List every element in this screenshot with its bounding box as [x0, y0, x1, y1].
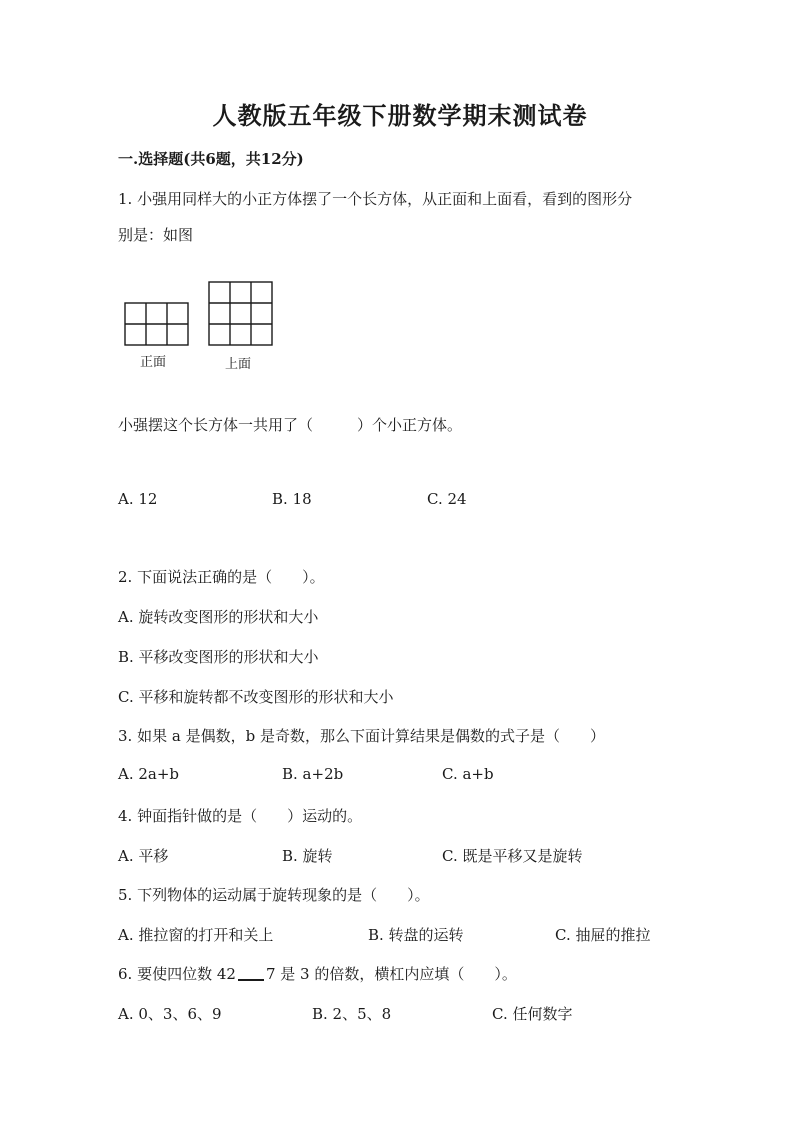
q5-option-b[interactable]: B. 转盘的运转 — [368, 926, 464, 944]
question-6-number: 6. — [118, 965, 133, 983]
section-heading: 一.选择题(共6题，共12分) — [118, 150, 304, 168]
q4-option-c[interactable]: C. 既是平移又是旋转 — [442, 847, 583, 865]
q1-option-c[interactable]: C. 24 — [427, 490, 467, 508]
q1-option-b[interactable]: B. 18 — [272, 490, 312, 508]
q3-option-a[interactable]: A. 2a+b — [118, 765, 180, 783]
q3-option-b[interactable]: B. a+2b — [282, 765, 344, 783]
question-5-text: 5. 下列物体的运动属于旋转现象的是（ ）。 — [118, 886, 430, 904]
page-title: 人教版五年级下册数学期末测试卷 — [212, 101, 588, 130]
q6-option-b[interactable]: B. 2、5、8 — [312, 1005, 392, 1023]
question-2-text: 2. 下面说法正确的是（ ）。 — [118, 568, 325, 586]
question-1-text — [118, 188, 632, 209]
cube-views-diagram — [118, 276, 288, 386]
question-2-number: 2. — [118, 568, 133, 586]
q6-option-c[interactable]: C. 任何数字 — [492, 1005, 573, 1023]
q5-option-c[interactable]: C. 抽屉的推拉 — [555, 926, 651, 944]
question-4-number: 4. — [118, 807, 133, 825]
question-3-number: 3. — [118, 727, 133, 745]
digit-blank — [238, 965, 264, 981]
question-3-text: 3. 如果 a 是偶数，b 是奇数，那么下面计算结果是偶数的式子是（ ） — [118, 727, 605, 745]
question-6-text: 6. 要使四位数 42 7 是 3 的倍数，横杠内应填（ ）。 — [118, 965, 517, 983]
question-1-line2: 别是：如图 — [118, 226, 194, 244]
question-1-figure — [118, 276, 288, 386]
q5-option-a[interactable]: A. 推拉窗的打开和关上 — [118, 926, 274, 944]
q4-option-a[interactable]: A. 平移 — [118, 847, 169, 865]
q4-option-b[interactable]: B. 旋转 — [282, 847, 333, 865]
question-1-followup: 小强摆这个长方体一共用了（ ）个小正方体。 — [118, 416, 463, 434]
question-5-number: 5. — [118, 886, 133, 904]
q2-option-c[interactable]: C. 平移和旋转都不改变图形的形状和大小 — [118, 688, 394, 706]
top-view-grid — [209, 282, 272, 345]
q6-option-a[interactable]: A. 0、3、6、9 — [118, 1005, 222, 1023]
front-view-label: 正面 — [140, 355, 167, 370]
question-4-text: 4. 钟面指针做的是（ ）运动的。 — [118, 807, 363, 825]
q3-option-c[interactable]: C. a+b — [442, 765, 494, 783]
question-1-line1: 小强用同样大的小正方体摆了一个长方体，从正面和上面看，看到的图形分 — [137, 190, 633, 208]
q1-option-a[interactable]: A. 12 — [118, 490, 158, 508]
question-1-number: 1. — [118, 190, 133, 208]
front-view-grid — [125, 303, 188, 345]
q2-option-b[interactable]: B. 平移改变图形的形状和大小 — [118, 648, 319, 666]
top-view-label: 上面 — [225, 357, 252, 372]
q2-option-a[interactable]: A. 旋转改变图形的形状和大小 — [118, 608, 319, 626]
